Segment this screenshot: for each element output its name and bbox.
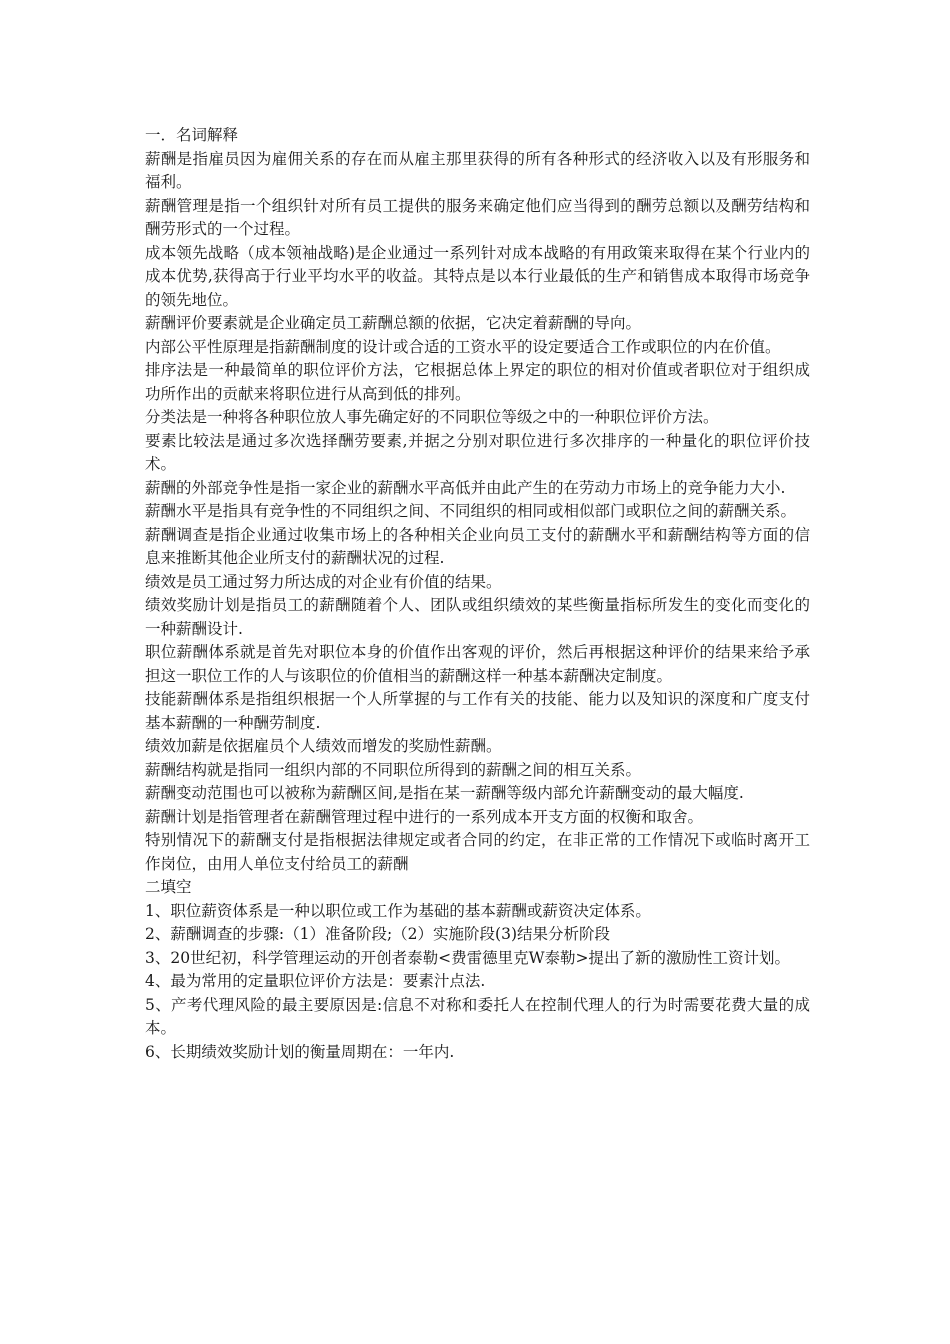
paragraph: 绩效加薪是依据雇员个人绩效而增发的奖励性薪酬。	[145, 737, 502, 755]
paragraph: 薪酬是指雇员因为雇佣关系的存在而从雇主那里获得的所有各种形式的经济收入以及有形服务和福利。	[145, 149, 810, 191]
paragraph: 排序法是一种最简单的职位评价方法，它根据总体上界定的职位的相对价值或者职位对于组织成功所作出的贡献来将职位进行从高到低的排列。	[145, 361, 810, 403]
paragraph: 薪酬变动范围也可以被称为薪酬区间,是指在某一薪酬等级内部允许薪酬变动的最大幅度.	[145, 784, 744, 802]
paragraph: 职位薪酬体系就是首先对职位本身的价值作出客观的评价，然后再根据这种评价的结果来给予承担这一职位工作的人与该职位的价值相当的薪酬这样一种基本薪酬决定制度。	[145, 643, 810, 685]
list-item: 4、最为常用的定量职位评价方法是：要素汁点法.	[145, 972, 486, 990]
paragraph: 技能薪酬体系是指组织根据一个人所掌握的与工作有关的技能、能力以及知识的深度和广度支付基本薪酬的一种酬劳制度.	[145, 690, 810, 732]
paragraph: 薪酬水平是指具有竞争性的不同组织之间、不同组织的相同或相似部门或职位之间的薪酬关系。	[145, 502, 797, 520]
section-heading-definitions: 一．名词解释	[145, 126, 239, 144]
paragraph: 薪酬管理是指一个组织针对所有员工提供的服务来确定他们应当得到的酬劳总额以及酬劳结构和酬劳形式的一个过程。	[145, 196, 810, 238]
list-item: 2、薪酬调查的步骤:（1）准备阶段;（2）实施阶段(3)结果分析阶段	[145, 925, 610, 943]
paragraph: 成本领先战略（成本领袖战略)是企业通过一系列针对成本战略的有用政策来取得在某个行业内的成本优势,获得高于行业平均水平的收益。其特点是以本行业最低的生产和销售成本取得市场竞争的领先地位。	[145, 243, 810, 309]
paragraph: 薪酬调查是指企业通过收集市场上的各种相关企业向员工支付的薪酬水平和薪酬结构等方面的信息来推断其他企业所支付的薪酬状况的过程.	[145, 525, 810, 567]
paragraph: 绩效奖励计划是指员工的薪酬随着个人、团队或组织绩效的某些衡量指标所发生的变化而变化的一种薪酬设计.	[145, 596, 810, 638]
list-item: 6、长期绩效奖励计划的衡量周期在：一年内.	[145, 1042, 455, 1061]
paragraph: 薪酬计划是指管理者在薪酬管理过程中进行的一系列成本开支方面的权衡和取舍。	[145, 807, 704, 826]
section-heading-fill-in: 二填空	[145, 878, 192, 896]
paragraph: 薪酬结构就是指同一组织内部的不同职位所得到的薪酬之间的相互关系。	[145, 760, 642, 779]
paragraph: 要素比较法是通过多次选择酬劳要素,并据之分别对职位进行多次排序的一种量化的职位评价技术。	[145, 431, 810, 473]
paragraph: 薪酬的外部竞争性是指一家企业的薪酬水平高低并由此产生的在劳动力市场上的竞争能力大小.	[145, 478, 786, 497]
paragraph: 内部公平性原理是指薪酬制度的设计或合适的工资水平的设定要适合工作或职位的内在价值。	[145, 337, 781, 356]
list-item: 1、职位薪资体系是一种以职位或工作为基础的基本薪酬或薪资决定体系。	[145, 901, 651, 920]
paragraph: 分类法是一种将各种职位放人事先确定好的不同职位等级之中的一种职位评价方法。	[145, 408, 719, 426]
list-item: 3、20世纪初，科学管理运动的开创者泰勒<费雷德里克W泰勒>提出了新的激励性工资计划。	[145, 948, 790, 967]
document-page	[145, 124, 810, 1064]
list-item: 5、产考代理风险的最主要原因是:信息不对称和委托人在控制代理人的行为时需要花费大量的成本。	[145, 995, 810, 1037]
paragraph: 特别情况下的薪酬支付是指根据法律规定或者合同的约定，在非正常的工作情况下或临时离开工作岗位，由用人单位支付给员工的薪酬	[145, 831, 810, 873]
paragraph: 薪酬评价要素就是企业确定员工薪酬总额的依据，它决定着薪酬的导向。	[145, 314, 642, 332]
paragraph: 绩效是员工通过努力所达成的对企业有价值的结果。	[145, 572, 502, 591]
